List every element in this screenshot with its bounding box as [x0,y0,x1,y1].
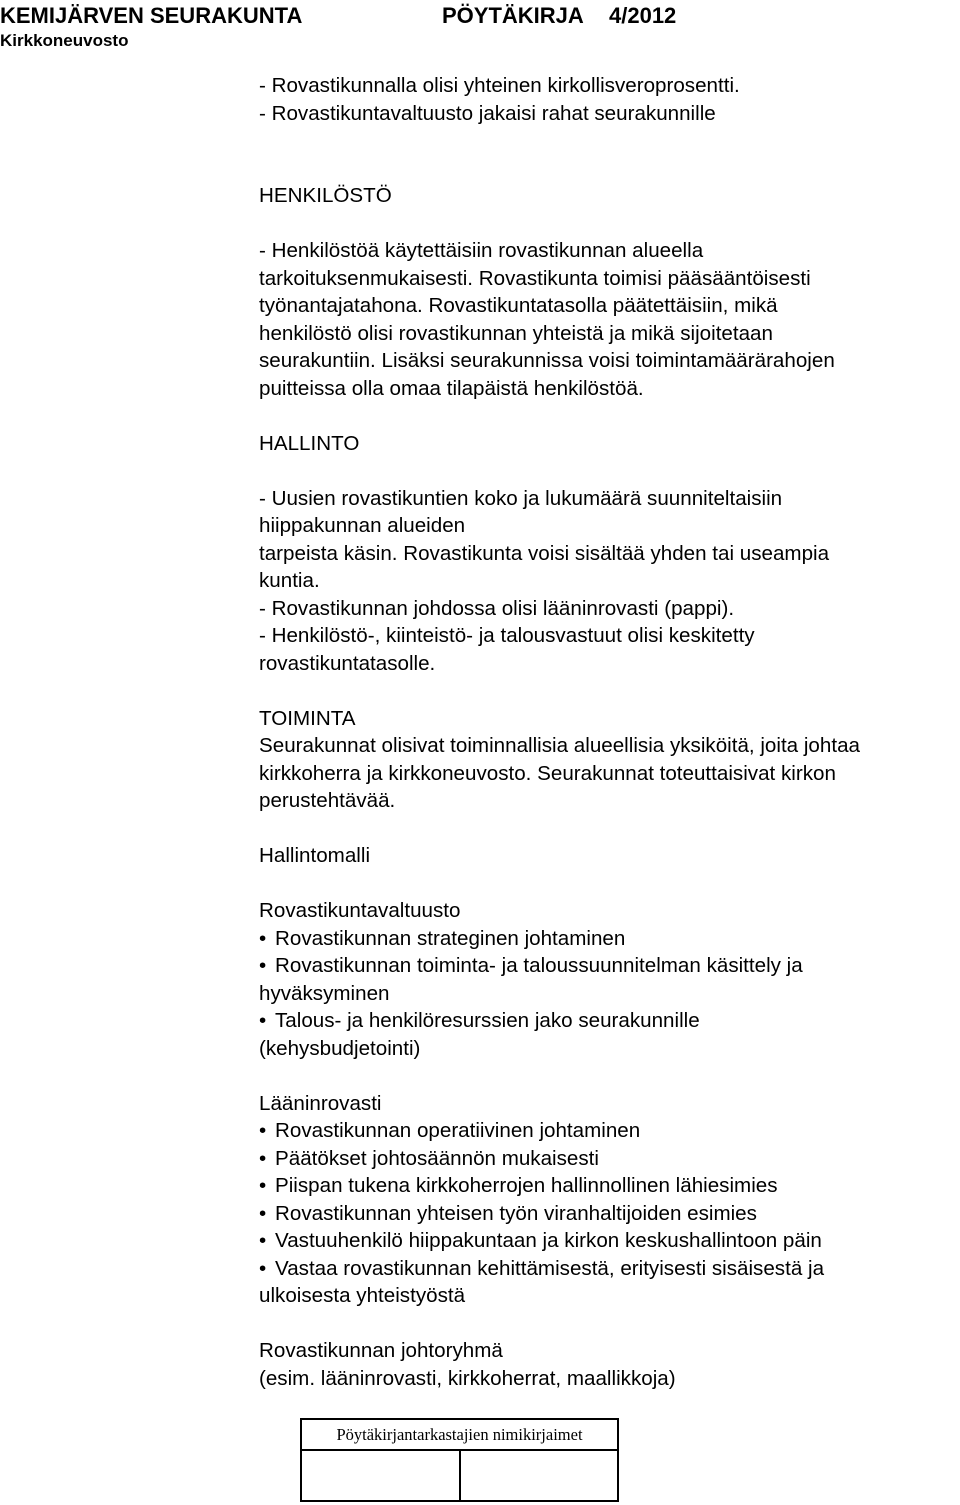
bullet-icon: • [259,1119,267,1142]
document-type: PÖYTÄKIRJA [442,3,584,28]
bullet-item: • Vastaa rovastikunnan kehittämisestä, erityisesti sisäisestä ja [259,1255,959,1283]
subheading-rovastikuntavaltuusto: Rovastikuntavaltuusto [259,899,461,922]
text-line: tarkoituksenmukaisesti. Rovastikunta toimisi pääsääntöisesti [259,266,811,290]
bullet-item: • Rovastikunnan operatiivinen johtaminen [259,1117,959,1145]
text-line: - Uusien rovastikuntien koko ja lukumäärä suunniteltaisiin [259,486,783,510]
section-heading-henkilosto: HENKILÖSTÖ [259,184,392,207]
bullet-icon: • [259,1174,267,1197]
text-line: - Rovastikunnan johdossa olisi lääninrovasti (pappi). [259,596,735,620]
initials-cell[interactable] [302,1451,459,1500]
bullet-item: • Päätökset johtosäännön mukaisesti [259,1145,959,1173]
section-heading-hallintomalli: Hallintomalli [259,844,371,867]
bullet-icon: • [259,1229,267,1252]
text-line: henkilöstö olisi rovastikunnan yhteistä ja mikä sijoitetaan [259,321,773,345]
section-heading-hallinto: HALLINTO [259,431,360,455]
bullet-item: • Talous- ja henkilöresurssien jako seurakunnille [259,1007,959,1035]
bullet-item: • Rovastikunnan toiminta- ja taloussuunnitelman käsittely ja [259,952,959,980]
document-body [259,72,959,1392]
bullet-item: • Piispan tukena kirkkoherrojen hallinnollinen lähiesimies [259,1172,959,1200]
document-number: 4/2012 [609,3,677,28]
bullet-icon: • [259,1201,267,1225]
text-line: perustehtävää. [259,789,396,812]
signature-box-label: Pöytäkirjantarkastajien nimikirjaimet [302,1420,617,1451]
text-line: seurakuntiin. Lisäksi seurakunnissa voisi toimintamäärärahojen [259,349,835,372]
text-line: (kehysbudjetointi) [259,1036,421,1060]
organization-name: KEMIJÄRVEN SEURAKUNTA [0,3,303,28]
text-line: hyväksyminen [259,981,390,1005]
text-line: hiippakunnan alueiden [259,514,466,537]
text-line: tarpeista käsin. Rovastikunta voisi sisältää yhden tai useampia [259,541,830,565]
text-line: rovastikuntatasolle. [259,651,436,675]
signature-cells [302,1451,617,1500]
text-line: - Henkilöstö-, kiinteistö- ja talousvastuut olisi keskitetty [259,624,755,647]
bullet-item: • Rovastikunnan yhteisen työn viranhaltijoiden esimies [259,1200,959,1228]
text-line: ulkoisesta yhteistyöstä [259,1284,466,1307]
text-line: - Rovastikunnalla olisi yhteinen kirkollisveroprosentti. [259,74,740,97]
bullet-icon: • [259,1009,267,1032]
signature-box [300,1418,619,1502]
subheading-laaninrovasti: Lääninrovasti [259,1091,382,1115]
bullet-item: • Rovastikunnan strateginen johtaminen [259,925,959,953]
text-line: puitteissa olla omaa tilapäistä henkilöstöä. [259,376,644,400]
text-line: - Henkilöstöä käytettäisiin rovastikunnan alueella [259,239,704,262]
section-heading-toiminta: TOIMINTA [259,706,356,730]
subheading-johtoryhma: Rovastikunnan johtoryhmä [259,1339,503,1362]
bullet-icon: • [259,1256,267,1280]
text-line: - Rovastikuntavaltuusto jakaisi rahat seurakunnille [259,101,716,125]
bullet-icon: • [259,926,267,950]
bullet-icon: • [259,1146,267,1170]
bullet-item: • Vastuuhenkilö hiippakuntaan ja kirkon keskushallintoon päin [259,1227,959,1255]
initials-cell[interactable] [459,1451,618,1500]
text-line: kirkkoherra ja kirkkoneuvosto. Seurakunnat toteuttaisivat kirkon [259,761,836,785]
body-name: Kirkkoneuvosto [0,31,129,50]
text-line: Seurakunnat olisivat toiminnallisia alueellisia yksiköitä, joita johtaa [259,734,860,757]
text-line: kuntia. [259,569,320,592]
text-line: työnantajatahona. Rovastikuntatasolla päätettäisiin, mikä [259,294,778,317]
bullet-icon: • [259,954,267,977]
text-line: (esim. lääninrovasti, kirkkoherrat, maallikkoja) [259,1366,676,1390]
